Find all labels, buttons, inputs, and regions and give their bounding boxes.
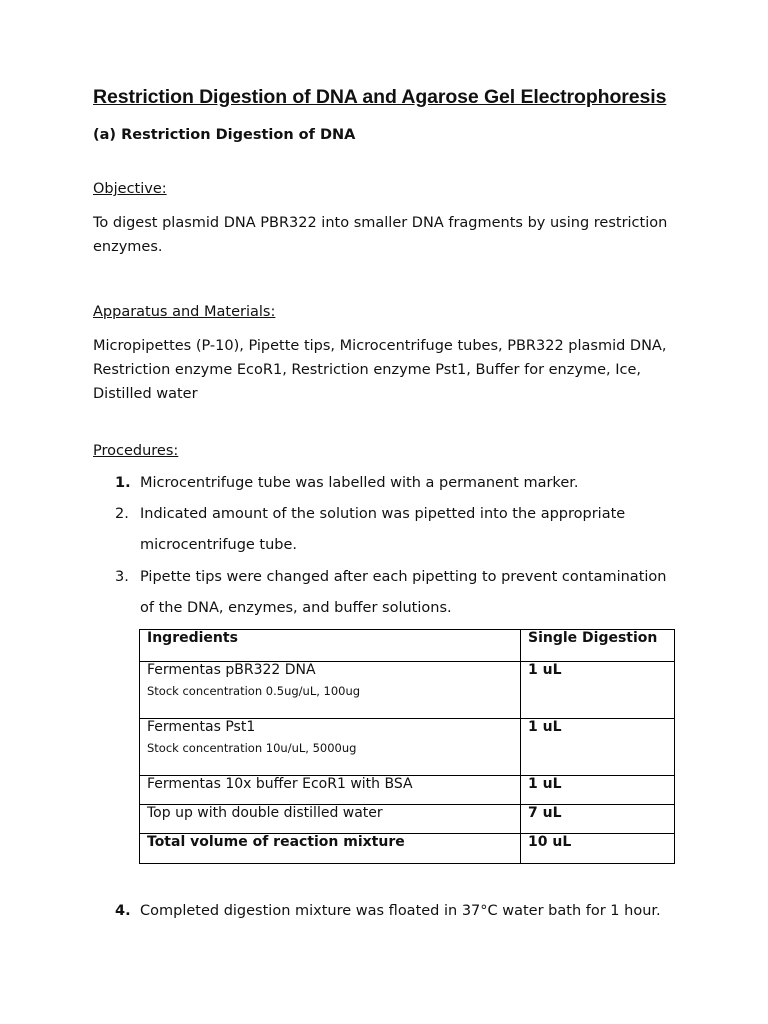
total-amount: 10 uL <box>521 834 675 864</box>
section-heading: (a) Restriction Digestion of DNA <box>93 127 356 143</box>
total-label: Total volume of reaction mixture <box>140 834 521 864</box>
column-header-single-digestion: Single Digestion <box>521 630 675 662</box>
ingredient-cell <box>140 662 521 719</box>
step-number: 4. <box>115 903 131 919</box>
ingredient-note: Stock concentration 10u/uL, 5000ug <box>147 741 357 755</box>
step-text: Pipette tips were changed after each pipetting to prevent contamination of the DNA, enzymes, and buffer solutions. <box>140 569 667 616</box>
procedure-step-2 <box>115 499 685 561</box>
table-header-row <box>140 630 675 662</box>
step-number: 2. <box>115 506 129 522</box>
procedure-step-1 <box>115 468 685 499</box>
amount-cell: 1 uL <box>521 776 675 805</box>
table-row <box>140 662 675 719</box>
step-text: Indicated amount of the solution was pipetted into the appropriate microcentrifuge tube. <box>140 506 626 553</box>
column-header-ingredients: Ingredients <box>140 630 521 662</box>
table-total-row <box>140 834 675 864</box>
procedure-step-3 <box>115 562 685 624</box>
step-text: Completed digestion mixture was floated in 37°C water bath for 1 hour. <box>140 903 661 919</box>
ingredient-note: Stock concentration 0.5ug/uL, 100ug <box>147 684 361 698</box>
ingredient-cell <box>140 719 521 776</box>
step-text: Microcentrifuge tube was labelled with a permanent marker. <box>140 475 579 491</box>
ingredient-name: Fermentas pBR322 DNA <box>147 662 316 678</box>
procedure-step-4 <box>115 896 685 927</box>
amount-cell: 1 uL <box>521 662 675 719</box>
step-number: 1. <box>115 475 131 491</box>
step-number: 3. <box>115 569 129 585</box>
amount-cell: 1 uL <box>521 719 675 776</box>
objective-heading: Objective: <box>93 181 167 197</box>
ingredient-cell: Fermentas 10x buffer EcoR1 with BSA <box>140 776 521 805</box>
table-row <box>140 719 675 776</box>
amount-cell: 7 uL <box>521 805 675 834</box>
ingredient-cell: Top up with double distilled water <box>140 805 521 834</box>
table-row <box>140 776 675 805</box>
apparatus-text: Micropipettes (P-10), Pipette tips, Microcentrifuge tubes, PBR322 plasmid DNA, Restriction enzyme EcoR1, Restriction enzyme Pst1, Buffer for enzyme, Ice, Distilled water <box>93 338 667 402</box>
table-row <box>140 805 675 834</box>
ingredient-name: Fermentas Pst1 <box>147 719 256 735</box>
apparatus-heading: Apparatus and Materials: <box>93 304 276 320</box>
objective-text: To digest plasmid DNA PBR322 into smaller DNA fragments by using restriction enzymes. <box>93 215 668 255</box>
ingredients-table <box>139 629 675 864</box>
document-title: Restriction Digestion of DNA and Agarose Gel Electrophoresis <box>93 86 667 108</box>
procedures-heading: Procedures: <box>93 443 179 459</box>
